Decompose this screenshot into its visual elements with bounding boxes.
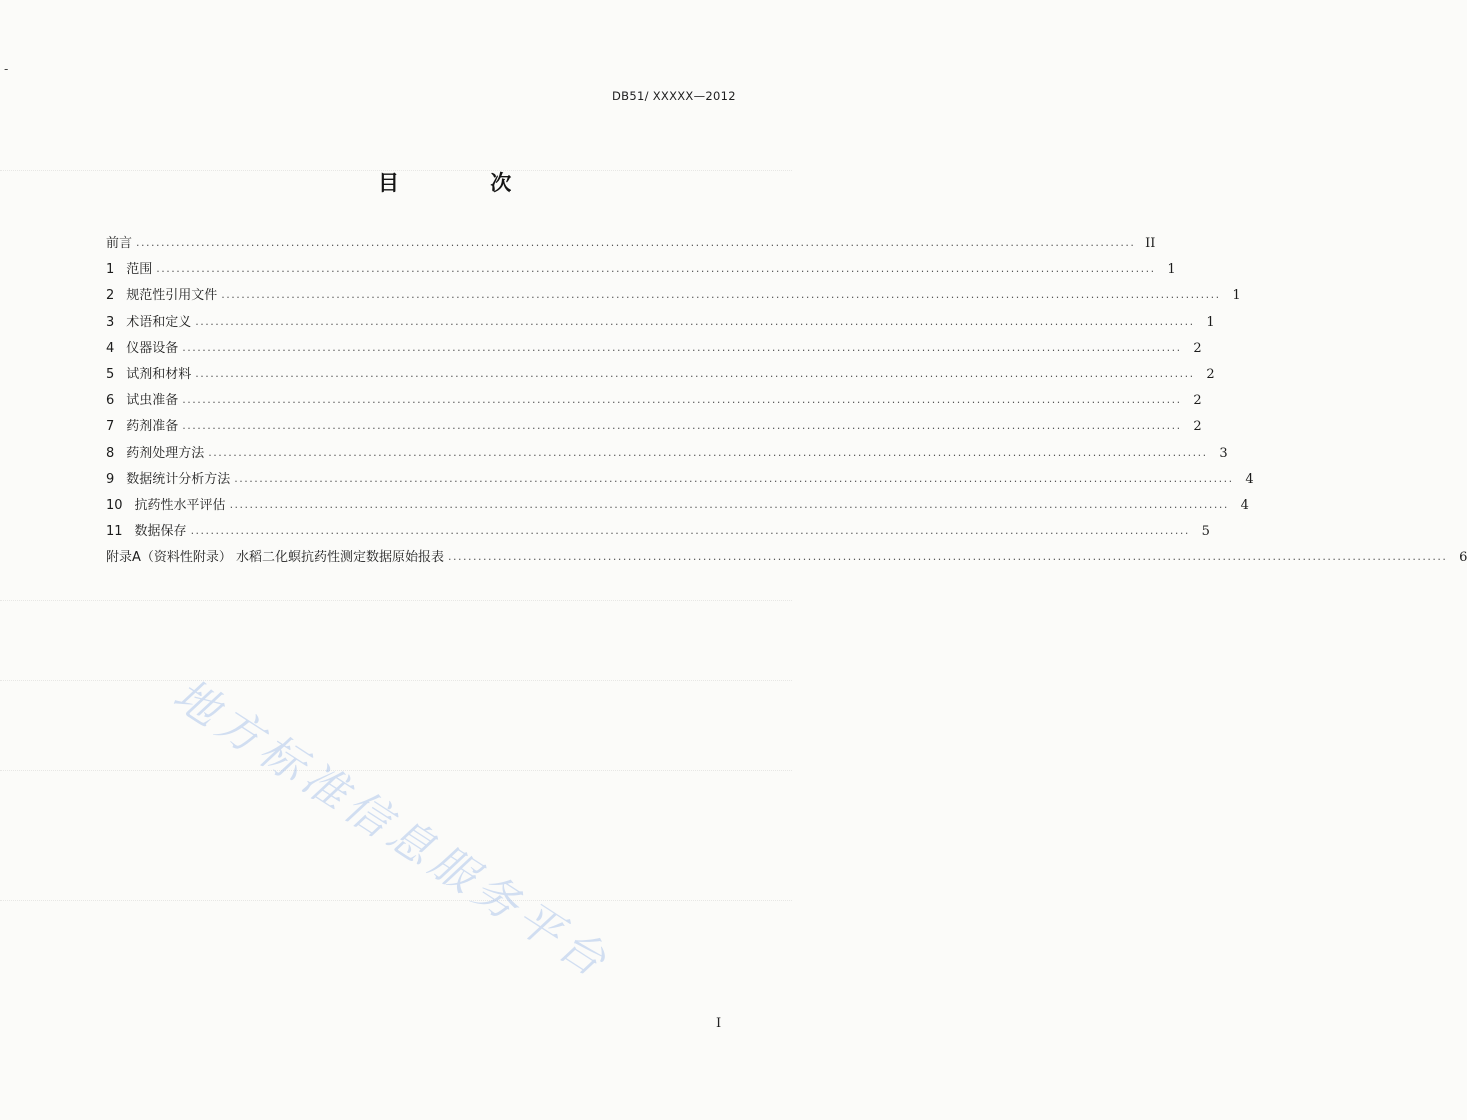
toc-entry-text: 术语和定义 — [126, 314, 192, 330]
dot-leader: ........................................................................................................................................................................................................ — [229, 497, 1229, 511]
dot-leader: ........................................................................................................................................................................................................ — [190, 524, 1190, 538]
toc-entry-text: 试剂和材料 — [126, 366, 192, 382]
toc-entry-label — [106, 520, 191, 539]
toc-entry-text: 仪器设备 — [126, 340, 179, 356]
toc-entry-text: 附录A（资料性附录） 水稻二化螟抗药性测定数据原始报表 — [106, 550, 445, 566]
toc-entry-text: 抗药性水平评估 — [134, 497, 226, 513]
toc-entry-label — [106, 442, 208, 461]
dot-leader: ........................................................................................................................................................................................................ — [448, 550, 1448, 564]
scan-line — [0, 900, 792, 902]
dot-leader: ........................................................................................................................................................................................................ — [208, 445, 1208, 459]
toc-entry-number: 7 — [106, 419, 115, 435]
toc-entry-page: II — [1145, 236, 1156, 251]
toc-entry[interactable] — [106, 337, 1202, 363]
toc-entry[interactable] — [106, 363, 1215, 389]
toc-entry-label — [106, 415, 182, 434]
toc-entry-label — [106, 337, 182, 356]
toc-entry[interactable] — [106, 442, 1228, 468]
watermark: 地方标准信息服务平台 — [164, 669, 620, 990]
toc-entry-page: 6 — [1459, 550, 1467, 566]
toc-entry-label — [106, 494, 230, 513]
toc-entry-number: 2 — [106, 288, 115, 304]
dot-leader: ........................................................................................................................................................................................................ — [195, 366, 1195, 380]
toc-entry[interactable] — [106, 311, 1215, 337]
toc-entry-page: 2 — [1206, 366, 1215, 382]
toc-entry-number: 8 — [106, 445, 115, 461]
toc-entry-page: 3 — [1219, 445, 1228, 461]
toc-entry-page: 2 — [1193, 393, 1202, 409]
toc-entry-number: 3 — [106, 314, 115, 330]
toc-entry-page: 1 — [1167, 262, 1176, 278]
toc-entry-number: 11 — [106, 524, 123, 540]
toc-entry[interactable] — [106, 415, 1202, 441]
toc-entry-label — [106, 468, 234, 487]
toc-title: 目 次 — [378, 171, 554, 195]
scan-mark: - — [4, 62, 9, 76]
toc-entry-label — [106, 232, 136, 251]
toc-entry-label — [106, 363, 195, 382]
dot-leader: ........................................................................................................................................................................................................ — [136, 236, 1136, 249]
toc-entry-label — [106, 389, 182, 408]
toc-entry-page: 1 — [1232, 288, 1241, 304]
toc-entry-text: 前言 — [106, 236, 133, 251]
scan-line — [0, 600, 792, 602]
document-number: DB51/ XXXXX—2012 — [612, 89, 736, 103]
toc-entry-page: 4 — [1240, 497, 1249, 513]
page-number: I — [716, 1016, 722, 1031]
toc-entry-label — [106, 311, 195, 330]
toc-entry[interactable] — [106, 520, 1210, 546]
toc-entry-text: 数据保存 — [134, 524, 187, 540]
toc-entry-number: 4 — [106, 340, 115, 356]
toc-entry[interactable] — [106, 389, 1202, 415]
toc-entry-label — [106, 546, 448, 565]
toc-entry-text: 试虫准备 — [126, 393, 179, 409]
dot-leader: ........................................................................................................................................................................................................ — [234, 471, 1234, 485]
toc-entry[interactable] — [106, 232, 1156, 258]
toc-entry-page: 4 — [1245, 471, 1254, 487]
dot-leader: ........................................................................................................................................................................................................ — [156, 262, 1156, 276]
toc-entry[interactable] — [106, 546, 1467, 572]
toc-entry-number: 10 — [106, 497, 123, 513]
scan-line — [0, 770, 792, 772]
toc-entry-page: 2 — [1193, 340, 1202, 356]
scan-line — [0, 680, 792, 682]
dot-leader: ........................................................................................................................................................................................................ — [195, 314, 1195, 328]
toc-entry[interactable] — [106, 468, 1254, 494]
toc-entry[interactable] — [106, 494, 1249, 520]
toc-entry-number: 1 — [106, 262, 115, 278]
dot-leader: ........................................................................................................................................................................................................ — [182, 393, 1182, 407]
toc-entry-text: 数据统计分析方法 — [126, 471, 231, 487]
toc-entry-text: 范围 — [126, 262, 153, 278]
toc-entry-page: 5 — [1201, 524, 1210, 540]
toc-entry[interactable] — [106, 284, 1241, 310]
toc-entry-number: 9 — [106, 471, 115, 487]
toc-entry-text: 药剂准备 — [126, 419, 179, 435]
toc-entry-number: 5 — [106, 366, 115, 382]
toc-entry-number: 6 — [106, 393, 115, 409]
dot-leader: ........................................................................................................................................................................................................ — [182, 340, 1182, 354]
toc-entry-text: 药剂处理方法 — [126, 445, 205, 461]
toc-entry[interactable] — [106, 258, 1176, 284]
dot-leader: ........................................................................................................................................................................................................ — [221, 288, 1221, 302]
toc-entry-page: 2 — [1193, 419, 1202, 435]
table-of-contents — [106, 232, 1467, 572]
toc-entry-label — [106, 284, 221, 303]
toc-entry-page: 1 — [1206, 314, 1215, 330]
dot-leader: ........................................................................................................................................................................................................ — [182, 419, 1182, 433]
toc-entry-text: 规范性引用文件 — [126, 288, 218, 304]
toc-entry-label — [106, 258, 156, 277]
